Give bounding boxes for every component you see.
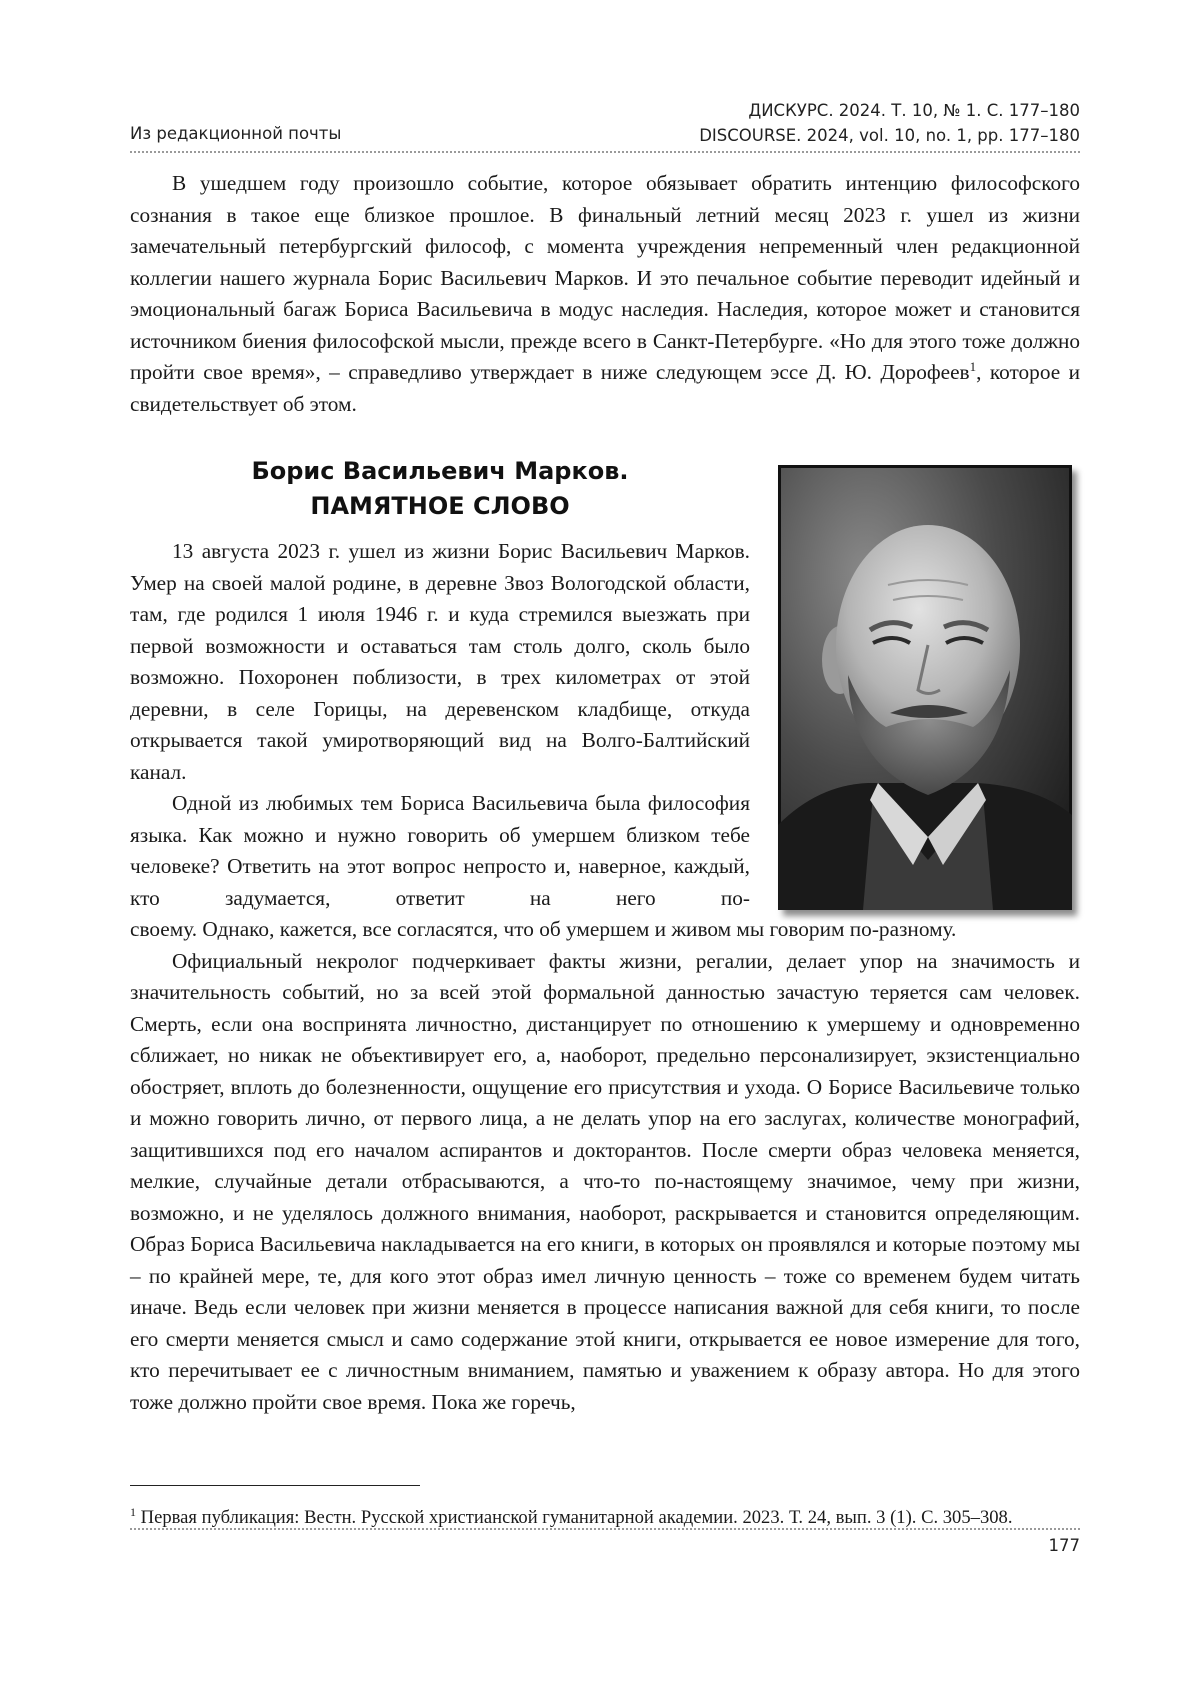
article-title-subtitle: ПАМЯТНОЕ СЛОВО — [310, 492, 570, 520]
article-paragraph: 13 августа 2023 г. ушел из жизни Борис Васильевич Марков. Умер на своей малой родине, в деревне Звоз Вологодской области, там, где родился 1 июля 1946 г. и куда стремился выезжать при первой возможности и оставаться там столь долго, сколь было возможно. Похоронен поблизости, в трех километрах от этой деревни, в селе Горицы, на деревенском кладбище, откуда открывается такой умиротворяющий вид на Волго-Балтийский канал. — [130, 539, 750, 784]
footer-divider — [130, 1528, 1080, 1530]
footnote-text: Первая публикация: Вестн. Русской христианской гуманитарной академии. 2023. Т. 24, вып. 3 (1). С. 305–308. — [136, 1507, 1013, 1529]
intro-text: В ушедшем году произошло событие, которое обязывает обратить интенцию философского сознания в такое еще близкое прошлое. В финальный летний месяц 2023 г. ушел из жизни замечательный петербургский философ, с момента учреждения непременный член редакционной коллегии нашего журнала Борис Васильевич Марков. И это печальное событие переводит идейный и эмоциональный багаж Бориса Васильевича в модус наследия. Наследия, которое может и становится источником биения философской мысли, прежде всего в Санкт-Петербурге. «Но для этого тоже должно пройти свое время», – справедливо утверждает в ниже следующем эссе Д. Ю. Дорофеев — [130, 171, 1080, 384]
running-header — [130, 96, 1080, 146]
footnote-mark: 1 — [130, 1505, 136, 1519]
article-paragraph: Официальный некролог подчеркивает факты жизни, регалии, делает упор на значимость и значительность событий, но за всей этой формальной данностью зачастую теряется сам человек. Смерть, если она воспринята личностно, дистанцирует по отношению к умершему и одновременно сближает, но никак не объективирует его, а, наоборот, предельно персонализирует, экзистенциально обостряет, вплоть до болезненности, ощущение его присутствия и ухода. О Борисе Васильевиче только и можно говорить лично, от первого лица, а не делать упор на его заслугах, количестве монографий, защитившихся под его началом аспирантов и докторантов. После смерти образ человека меняется, мелкие, случайные детали отбрасываются, а что-то по-настоящему значимое, чему при жизни, возможно, и не уделялось должного внимания, наоборот, раскрывается и становится определяющим. Образ Бориса Васильевича накладывается на его книги, в которых он проявлялся и которые поэтому мы – по крайней мере, те, для кого этот образ имел личную ценность – тоже со временем будем читать иначе. Ведь если человек при жизни меняется в процессе написания важной для себя книги, то после его смерти меняется смысл и само содержание этой книги, открывается ее новое измерение для того, кто перечитывает ее с личностным вниманием, памятью и уважением к образу автора. Но для этого тоже должно пройти свое время. Пока же горечь, — [130, 948, 1080, 1414]
journal-citation — [699, 98, 1080, 148]
footnote — [130, 1499, 1080, 1531]
article-paragraph-continued: своему. Однако, кажется, все согласятся, что об умершем и живом мы говорим по-разному. — [130, 917, 957, 941]
intro-text-end: , которое и свидетельствует об этом. — [130, 360, 1081, 416]
article-wrapped-text — [130, 536, 750, 914]
intro-paragraph — [130, 168, 1080, 420]
article-paragraph: Одной из любимых тем Бориса Васильевича была философия языка. Как можно и нужно говорить об умершем близком тебе человеке? Ответить на этот вопрос непросто и, наверное, каждый, кто задумается, ответит на него по- — [130, 791, 750, 910]
article-body — [130, 536, 1080, 1418]
citation-ru: ДИСКУРС. 2024. Т. 10, № 1. С. 177–180 — [748, 101, 1080, 120]
article-title-name: Борис Васильевич Марков. — [251, 457, 629, 485]
editorial-intro — [130, 168, 1080, 420]
journal-page — [130, 96, 1080, 1676]
header-divider — [130, 151, 1080, 153]
footnote-ref: 1 — [969, 358, 977, 374]
section-name: Из редакционной почты — [130, 124, 342, 143]
page-number: 177 — [1048, 1536, 1080, 1555]
article-title — [130, 454, 750, 524]
citation-en: DISCOURSE. 2024, vol. 10, no. 1, pp. 177–180 — [699, 126, 1080, 145]
footnote-separator — [130, 1485, 420, 1486]
